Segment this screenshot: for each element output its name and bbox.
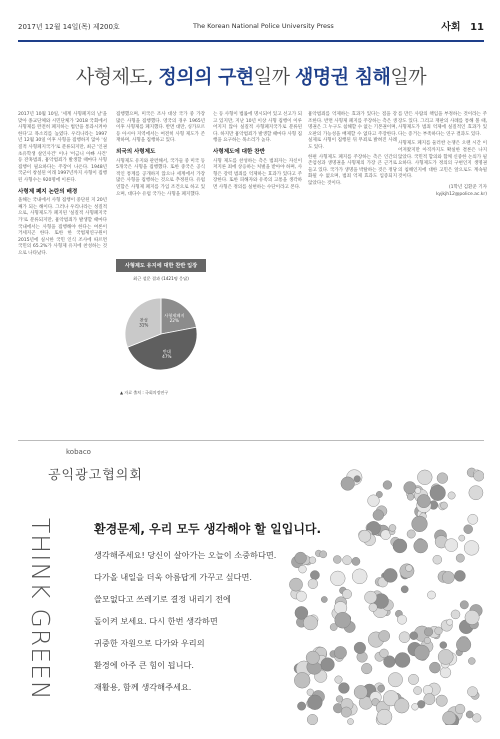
- bottle-cap: [306, 651, 319, 664]
- bottle-cap: [368, 495, 380, 507]
- bottle-cap: [440, 667, 451, 678]
- bottle-cap: [454, 570, 465, 581]
- col1-subhead: 사형제 폐지 논란의 배경: [18, 188, 78, 195]
- bottle-cap: [464, 525, 473, 534]
- svg-text:THINK GREEN: THINK GREEN: [26, 518, 55, 701]
- page-header: [18, 18, 484, 40]
- bottle-cap: [307, 714, 318, 725]
- paper-name: The Korean National Police University Press: [193, 22, 334, 30]
- pie-label-2-1: 31%: [139, 322, 149, 328]
- bottle-cap: [365, 591, 377, 603]
- bottle-cap: [289, 578, 302, 591]
- bottle-cap: [395, 699, 410, 714]
- bottle-cap: [373, 510, 384, 521]
- headline-part1: 사형제도,: [75, 66, 159, 88]
- bottle-cap: [354, 685, 367, 698]
- bottle-cap: [412, 516, 428, 532]
- headline-part2: 정의의 구현: [158, 66, 254, 88]
- pie-label-1-1: 47%: [162, 354, 172, 360]
- ad-title: 환경문제, 우리 모두 생각해야 할 일입니다.: [94, 522, 322, 536]
- bottle-cap: [383, 481, 392, 490]
- bottle-cap: [343, 556, 352, 565]
- bottle-cap: [339, 683, 350, 694]
- bottle-cap: [308, 579, 318, 589]
- bottle-cap: [435, 627, 443, 635]
- bottle-cap: [399, 632, 410, 643]
- col2-subhead: 외국의 사형제도: [116, 148, 156, 155]
- think-green-vertical-text: [22, 514, 68, 714]
- bottle-cap: [417, 494, 430, 507]
- bottle-cap: [455, 704, 465, 714]
- bottle-cap: [352, 557, 360, 565]
- bottle-cap: [388, 673, 402, 687]
- bottle-cap: [443, 711, 457, 725]
- bottle-cap: [406, 565, 413, 572]
- pie-label-1-0: 반대: [162, 349, 171, 355]
- bottle-cap: [377, 709, 392, 724]
- col4-paragraph-1: 흉악범죄를 억제하는 효과가 있다는 점을 강조한다. 반면 사형제 폐지를 주장하는 측은 생명권은 그 누구도 침해할 수 없는 기본권이며, 오판의 가능성을 배제할 수 없다고 주장한다. 실제로 사형이 집행된 뒤 무죄로 밝혀진 사례도 있다.: [308, 112, 397, 150]
- chart-subtitle: 최근 설문 결과 (1421명 응답): [133, 276, 189, 281]
- bottle-cap: [466, 711, 473, 718]
- bottle-cap: [433, 555, 442, 564]
- bottle-cap: [469, 486, 483, 500]
- header-rule: [18, 40, 484, 42]
- ad-line-1: 생각해주세요! 당신이 살아가는 오늘이 소중하다면.: [94, 550, 277, 560]
- bottle-cap: [297, 702, 305, 710]
- bottle-cap: [468, 658, 475, 665]
- bottle-cap: [468, 514, 478, 524]
- ad-line-3: 쓸모없다고 쓰레기로 결정 내리기 전에: [94, 594, 231, 604]
- bottle-cap: [424, 693, 435, 704]
- bottle-cap: [459, 535, 465, 541]
- bottle-cap: [408, 674, 418, 684]
- bottle-cap: [335, 612, 351, 628]
- bottle-cap: [333, 556, 341, 564]
- section-label: [441, 18, 484, 33]
- bottle-cap: [347, 719, 353, 725]
- ad-line-4: 돌이켜 보세요. 다시 한번 생각하면: [94, 616, 218, 626]
- bottle-caps-illustration: [286, 462, 484, 725]
- ad-divider: [18, 440, 484, 441]
- pie-chart-box: [116, 259, 206, 401]
- bottle-cap: [379, 630, 390, 641]
- byline: [398, 185, 487, 198]
- bottle-cap: [321, 596, 327, 602]
- bottle-cap: [410, 632, 418, 640]
- bottle-cap: [401, 586, 408, 593]
- ad-line-2: 다가올 내일을 더욱 아름답게 가꾸고 싶다면.: [94, 572, 252, 582]
- pie-label-2-0: 찬성: [139, 317, 148, 323]
- chart-source: ▲ 자료 출처 : 국회의정연구: [120, 390, 169, 395]
- bottle-cap: [393, 539, 407, 553]
- bottle-cap: [296, 591, 306, 601]
- bottle-cap: [424, 628, 433, 637]
- bottle-cap: [456, 637, 471, 652]
- bottle-cap: [451, 610, 460, 619]
- bottle-cap: [352, 569, 367, 584]
- bottle-cap: [407, 494, 414, 501]
- bottle-cap: [473, 714, 482, 723]
- article-column-5: [398, 112, 487, 201]
- bottle-cap: [447, 619, 453, 625]
- bottle-cap: [310, 571, 319, 580]
- bottle-cap: [330, 571, 345, 586]
- bottle-cap: [436, 695, 447, 706]
- bottle-cap: [414, 645, 429, 660]
- bottle-cap: [354, 476, 361, 483]
- bottle-cap: [369, 603, 377, 611]
- bottle-cap: [429, 662, 440, 673]
- bottle-cap: [407, 530, 415, 538]
- chart-title: 사형제도 유지에 대한 찬반 입장: [116, 259, 206, 272]
- bottle-cap: [334, 646, 346, 658]
- bottle-cap: [335, 676, 343, 684]
- bottle-cap: [445, 539, 458, 552]
- bottle-cap: [341, 477, 355, 491]
- bottle-cap: [378, 685, 385, 692]
- bottle-cap: [440, 642, 447, 649]
- page-number: 11: [470, 22, 484, 33]
- byline-reporter: (1학년 김환준 기자: [448, 184, 487, 190]
- public-service-ad: [18, 442, 484, 725]
- ad-line-5: 귀중한 자원으로 다가와 우리의: [94, 638, 205, 648]
- col3-subhead: 사형제도에 대한 찬반: [213, 148, 265, 155]
- bottle-cap: [309, 557, 316, 564]
- bottle-cap: [361, 663, 372, 674]
- headline-part5: 일까: [390, 66, 427, 88]
- section-name: 사회: [441, 22, 461, 33]
- bottle-cap: [320, 551, 327, 558]
- col5-paragraph-1: 를 만든 사람의 책임을 부정하는 것이라는 주장도 있다. 그리고 재판의 사례를 통해 볼 때, 사형제도가 범죄 억제에 실질적인 효과가 있다는 증거는 부족하다는 연구 결과도 있다.: [398, 112, 487, 137]
- col2-paragraph-1: 집행했으며, 미국은 조사 대상 국가 중 가장 많은 사형을 집행했다. 영국의 경우 1965년 이후 사형제를 폐지했다. 반면 대만, 싱가포르 등 아시아 지역에서는 여전히 사형 제도가 존재하며, 사형을 집행하고 있다.: [116, 112, 205, 144]
- bottle-cap: [303, 616, 317, 630]
- kobaco-logo: kobaco: [66, 448, 91, 456]
- ad-organization: 공익광고협의회: [48, 468, 143, 483]
- bottle-cap: [395, 653, 410, 668]
- bottle-cap: [415, 488, 421, 494]
- bottle-cap: [397, 615, 406, 624]
- headline-part4: 생명권 침해: [295, 66, 391, 88]
- bottle-cap: [321, 658, 335, 672]
- col5-paragraph-2: 사형제도 폐지를 둘러싼 논쟁은 오랜 시간 이어져왔지만 아직까지도 확실한 결론은 나지 않았다. 국민적 합의와 함께 신중한 논의가 필요하다. 사형제도가 정의의 구현인지 생명권의 침해인지에 대한 고민은 앞으로도 계속될 것이다.: [398, 141, 487, 180]
- bottle-cap: [380, 649, 389, 658]
- col3-paragraph-1: 는 등 사형이 법률에 명시되어 있고 선고가 되고 있지만, 지난 10년 이상 사형 집행이 이루어지지 않아 실질적 사형폐지국가로 분류된다. 하지만 흉악범죄가 발생할 때마다 사형 집행을 요구하는 목소리가 높다.: [213, 112, 302, 144]
- bottle-cap: [474, 471, 485, 482]
- bottle-cap: [342, 589, 351, 598]
- col3-paragraph-2: 사형 제도를 찬성하는 측은 범죄자는 자신이 저지른 죄에 상응하는 처벌을 받아야 하며, 사형은 강력 범죄를 억제하는 효과가 있다고 주장한다. 또한 피해자와 유족의 고통을 생각하면 사형은 정의를 실현하는 수단이라고 본다.: [213, 158, 302, 190]
- bottle-cap: [448, 492, 455, 499]
- bottle-cap: [460, 601, 468, 609]
- bottle-cap: [423, 685, 433, 695]
- bottle-cap: [295, 552, 307, 564]
- bottle-cap: [294, 672, 310, 688]
- byline-email: kyjkjh12@police.ac.kr): [436, 191, 487, 197]
- bottle-cap: [341, 707, 351, 717]
- bottle-cap: [299, 565, 307, 573]
- col2-paragraph-2: 사형제도 유지와 관련해서, 국가들 중 미국 등 5개국은 사형을 집행했다. 또한 중국은 공식적인 통계를 공개하지 않으나 세계에서 가장 많은 사형을 집행하는 것으로 추정된다. 유럽 연합은 사형제 폐지를 가입 조건으로 하고 있으며, 대다수 유럽 국가는 사형을 폐지했다.: [116, 158, 205, 197]
- bottle-cap: [336, 696, 343, 703]
- bottle-cap: [359, 530, 371, 542]
- article-column-1: [18, 112, 107, 260]
- bottle-cap: [414, 686, 422, 694]
- bottle-cap: [424, 637, 431, 644]
- bottle-cap: [440, 502, 447, 509]
- pie-chart: [116, 284, 206, 384]
- bottle-cap: [383, 568, 397, 582]
- issue-date: 2017년 12월 14일(목) 제200호: [18, 23, 120, 31]
- headline-part3: 일까: [253, 66, 296, 88]
- bottle-cap: [417, 470, 432, 485]
- article-column-3: [213, 112, 302, 195]
- bottle-cap: [456, 554, 464, 562]
- ad-line-6: 환경에 아주 큰 힘이 됩니다.: [94, 660, 195, 670]
- bottle-cap: [308, 695, 323, 710]
- bottle-cap: [465, 610, 479, 624]
- bottle-cap: [437, 473, 448, 484]
- article-column-4: [308, 112, 397, 191]
- col1-paragraph-2: 올해는 국내에서 사형 집행이 중단된 지 20년째가 되는 해이다. 그러나 우리나라는 성질적으로, 사형제도가 폐지된 '실질적 사형폐지국가'로 분류되지만, 흉악범죄가 발생할 때마다 국내에서는 사형을 집행해야 한다는 여론이 거세지곤 한다. 또한 한 국법제연구원이 2015년에 실시한 국민 인식 조사에 따르면 국민의 65.2%가 사형제 유지에 찬성하는 것으로 나타났다.: [18, 198, 107, 256]
- article-column-2: [116, 112, 205, 201]
- bottle-cap: [430, 485, 446, 501]
- bottle-cap: [389, 524, 396, 531]
- col4-paragraph-2: 한편 사형제도 폐지를 주장하는 측은 인간의 존엄성과 생명권을 사형제의 가장 큰 근거로 들고 있다. 국가가 생명을 박탈하는 것은 정당화될 수 없으며, 범죄 억제 효과도 입증되지 않았다는 것이다.: [308, 154, 397, 186]
- bottle-cap: [438, 649, 453, 664]
- article-headline: [18, 62, 484, 89]
- pie-label-0-0: 사형제폐지: [164, 312, 185, 318]
- bottle-cap: [442, 571, 454, 583]
- ad-line-7: 재활용, 함께 생각해주세요.: [94, 682, 192, 692]
- bottle-cap: [464, 541, 479, 556]
- bottle-cap: [412, 703, 419, 710]
- col1-paragraph-1: 2017년 10월 10일, '세계 사형폐지의 날'을 맞아 종교단체와 시민단체가 '2018 국회에서 사형제를 완전히 폐지하는 법안을 통과시켜야 한다'고 목소리를 높였다. 우리나라는 1997년 12월 30일 이후 사형을 집행하지 않아 '실질적 사형폐지국가'로 분류되지만, 최근 '인권 초유학생 살인사건' 이나 '어금니 아빠 사건' 등 잔혹범죄, 흉악범죄가 발생할 때마다 사형 집행이 필요하다는 주장이 나온다. 1948년 국군이 창설된 이래 1997년까지 사형이 집행된 사형수는 920명에 이른다.: [18, 112, 108, 183]
- bottle-cap: [467, 687, 477, 697]
- bottle-cap: [414, 539, 428, 553]
- bottle-cap: [354, 642, 366, 654]
- bottle-cap: [427, 591, 435, 599]
- pie-label-0-1: 22%: [169, 317, 179, 323]
- bottle-cap: [404, 482, 416, 494]
